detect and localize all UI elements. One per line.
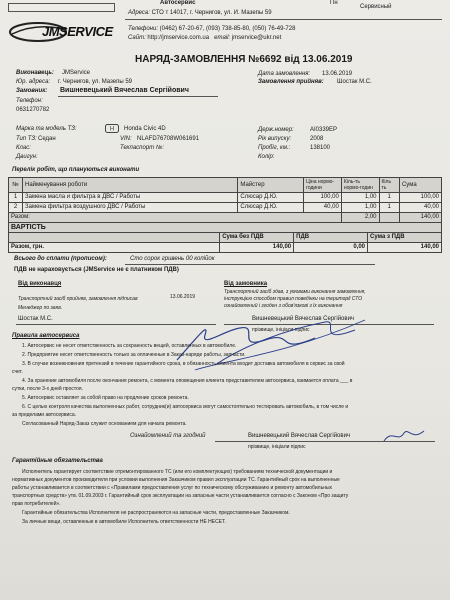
cost-header-row (9, 233, 442, 243)
total-words-label: Всього до сплати (прописом): (14, 256, 107, 262)
rules-caption: прізвище, ініціали підпис (248, 444, 306, 450)
warranty-line: Гарантийные обязательства Исполнителя не распространяются на запасные части, предоставленные Заказчиком. (22, 510, 290, 516)
cost-header-cell: ПДВ (294, 233, 368, 243)
warranty-line: Исполнитель гарантирует соответствие отремонтированного ТС (или его комплектующих) требованиям технической документации и (22, 469, 333, 475)
rules-item: Согласованный Наряд-Заказ служит основанием для начала ремонта. (22, 421, 187, 427)
works-header-row (9, 178, 442, 193)
legal-address-value: г. Чернигов, ул. Мазепы 59 (58, 79, 133, 85)
cost-cell: Разом, грн. (9, 243, 220, 253)
works-cell: 1 (9, 193, 23, 203)
executor-value: JMService (62, 70, 91, 76)
warranty-line: прав потребителей». (12, 501, 61, 507)
company-logo (8, 20, 118, 44)
svg-text:H: H (109, 125, 115, 133)
warranty-title: Гарантійные обязательства (12, 458, 103, 464)
rules-item: сутки, после 3-х дней простоя. (12, 386, 83, 392)
address-label: Адреса: (128, 10, 150, 16)
accepted-value: Шостак М.С. (337, 79, 372, 85)
top-stamp-box (8, 3, 115, 12)
rules-item: 6. С целью контроля качества выполненных работ, сотрудник(и) автосервиса могут самостоятельно тестировать автомобиль, в том числе и (22, 404, 349, 410)
customer-block-name: Вишневецький Вячеслав Сергійович (252, 316, 355, 322)
handwritten-signature-icon (165, 300, 415, 380)
total-words-value: Сто сорок гривень 00 копійок (130, 256, 215, 262)
cost-table (8, 222, 442, 253)
customer-block-line2: інструкцією способом правил поведінки на території СТО (224, 296, 363, 302)
executor-block-date: 13.06.2019 (170, 294, 196, 300)
works-cell: 1 (379, 193, 399, 203)
works-total-label: Разом: (9, 213, 342, 223)
executor-label: Виконавець: (16, 70, 54, 76)
top-stamp-right1: Пн (330, 0, 338, 6)
order-date-label: Дата замовлення: (258, 71, 311, 77)
phone-value: 0631270782 (16, 107, 50, 113)
document-title: НАРЯД-ЗАМОВЛЕННЯ №6692 від 13.06.2019 (135, 54, 353, 65)
customer-block-line3: ознайомлений і згоден з обов'язкові з їх виконання (224, 303, 343, 309)
phones-value: (0462) 67-20-67, (093) 738-85-80, (050) 76-49-728 (159, 26, 296, 32)
cost-header-cell: Сума без ПДВ (220, 233, 294, 243)
top-stamp-left: Автосервис (160, 0, 196, 6)
passport-label: Техпаспорт №: (120, 145, 164, 151)
vin-value: NLAFD76708W061691 (137, 136, 200, 142)
customer-value: Вишневецький Вячеслав Сергійович (60, 87, 189, 94)
warranty-line: За личные вещи, оставленные в автомобиле Исполнитель ответственности НЕ НЕСЕТ. (22, 519, 226, 525)
rules-item: 2. Предприятие несет ответственность только за оплаченные в Заказ-наряде работы, запчасти. (22, 352, 246, 358)
table-row (9, 203, 442, 213)
works-table (8, 177, 442, 223)
works-cell: 100,00 (304, 193, 342, 203)
executor-block-line1: Транспортний засіб прийняв, замовлення підписав (18, 296, 138, 302)
vehicle-type-value: Седан (38, 136, 56, 142)
vehicle-class-label: Клас: (16, 145, 31, 151)
rules-item: счет. (12, 369, 23, 375)
warranty-line: транспортных средств» утв. 01.09.2003 г. Гарантийный срок эксплуатации на запасные части устанавливается согласно с Законом «Про защиту (12, 493, 349, 499)
works-header-cell: Найменування роботи (23, 178, 238, 193)
email-label: email: (214, 35, 231, 41)
plate-label: Держ.номер: (258, 127, 294, 133)
works-header-cell: Кіль ть (379, 178, 399, 193)
cost-cell: 140,00 (220, 243, 294, 253)
rules-signature-icon (380, 425, 430, 445)
works-cell: Замена масла и фильтра в ДВС / Работы (23, 193, 238, 203)
year-value: 2008 (310, 136, 324, 142)
customer-label: Замовник: (16, 88, 48, 94)
year-label: Рік випуску: (258, 136, 292, 142)
table-row (9, 193, 442, 203)
phones-label: Телефони: (128, 26, 158, 32)
works-section-title: Перелік робіт, що плануються виконати (12, 167, 140, 173)
vehicle-make-label: Марка та модель ТЗ: (16, 126, 77, 132)
works-header-cell: Сума (399, 178, 441, 193)
cost-header-cell (9, 233, 220, 243)
cost-cell: 140,00 (368, 243, 442, 253)
works-cell: 1,00 (341, 203, 379, 213)
order-date-value: 13.06.2019 (322, 71, 353, 77)
works-total-sum: 140,00 (399, 213, 441, 223)
vat-note: ПДВ не нараховується (JMService не є платником ПДВ) (14, 267, 179, 273)
vehicle-type-label: Тип ТЗ: (16, 136, 37, 142)
warranty-line: работы устанавливается в соответствии с «Правилами предоставления услуг по техническому обслуживанию и ремонту автомобильных (12, 485, 333, 491)
executor-block-title: Від виконавця (18, 281, 62, 287)
top-stamp-right2: Сервисный (360, 4, 392, 10)
executor-block-name: Шостак М.С. (18, 316, 53, 322)
website-label: Сайт: (128, 35, 146, 41)
works-header-cell: Ціна нормо-години (304, 178, 342, 193)
works-total-row (9, 213, 442, 223)
works-cell: Слюсар Д.Ю. (238, 193, 304, 203)
phones-line (128, 26, 295, 33)
color-label: Колір: (258, 154, 275, 160)
rules-item: 3. В случае возникновения претензий в течение гарантийного срока, в обязанность клиента входит доставка автомобиля в сервис за свой (22, 361, 345, 367)
plate-value: АІ0339ЕР (310, 127, 338, 133)
works-header-cell: Майстер (238, 178, 304, 193)
works-total-hours: 2,00 (341, 213, 379, 223)
phone-label: Телефон: (16, 98, 43, 104)
mileage-label: Пробіг, км.: (258, 145, 291, 151)
rules-item: 5. Автосервис оставляет за собой право на продление сроков ремонта. (22, 395, 189, 401)
works-cell: 1 (379, 203, 399, 213)
web-line (128, 35, 281, 42)
mileage-value: 138100 (310, 145, 331, 151)
rules-item: 4. За хранение автомобиля после окончания ремонта, с момента оповещения клиента представителем автосервиса, взимается оплата ___ в (22, 378, 353, 384)
works-cell: Слюсар Д.Ю. (238, 203, 304, 213)
legal-address-label: Юр. адреса: (16, 79, 51, 85)
header-divider (125, 19, 442, 20)
website-value: http://jmservice.com.ua (147, 35, 210, 41)
accepted-label: Замовлення прийняв: (258, 79, 324, 85)
email-value: jmservice@ukr.net (231, 35, 282, 41)
customer-underline (58, 96, 218, 97)
rules-title: Правила автосервиса (12, 333, 80, 339)
rules-item: за пределами автосервиса. (12, 412, 76, 418)
customer-block-line1: Транспортний засіб здав, з умовами виконання замовлення, (224, 289, 366, 295)
cost-title: ВАРТІСТЬ (9, 223, 442, 233)
warranty-line: нормативных документов производителя при условии выполнения Заказчиком правил эксплуатации ТС. Гарантийный срок на выполненные (12, 477, 340, 483)
customer-block-caption: прізвище, ініціали підпис (252, 327, 310, 333)
rules-ack: Ознайомлений та згодний (130, 433, 206, 439)
address-value: СТО т 14017, г. Чернигов, ул. И. Мазепы 59 (151, 10, 272, 16)
rules-item: 1. Автосервис не несет ответственность за сохранность вещей, оставленных в автомобиле. (22, 343, 237, 349)
cost-header-cell: Сума з ПДВ (368, 233, 442, 243)
works-cell: 40,00 (304, 203, 342, 213)
works-cell: Замена фильтра воздушного ДВС / Работы (23, 203, 238, 213)
address-line (128, 10, 272, 17)
customer-block-title: Від замовника (224, 281, 268, 287)
logo-text: JMSERVICE (42, 24, 113, 39)
works-header-cell: № (9, 178, 23, 193)
vehicle-engine-label: Двигун: (16, 154, 38, 160)
table-row (9, 243, 442, 253)
cost-cell: 0,00 (294, 243, 368, 253)
works-cell: 2 (9, 203, 23, 213)
vehicle-make-value: Honda Civic 4D (124, 126, 166, 132)
works-header-cell: Кіль-ть нормо-годин (341, 178, 379, 193)
works-cell: 40,00 (399, 203, 441, 213)
rules-name: Вишневецький Вячеслав Сергійович (248, 433, 351, 439)
executor-block-line2: Менеджер по заяв. (18, 305, 63, 311)
works-cell: 1,00 (341, 193, 379, 203)
total-words-underline (125, 264, 375, 265)
vin-label: VIN: (120, 136, 132, 142)
vehicle-make-icon (105, 124, 119, 136)
works-cell: 100,00 (399, 193, 441, 203)
